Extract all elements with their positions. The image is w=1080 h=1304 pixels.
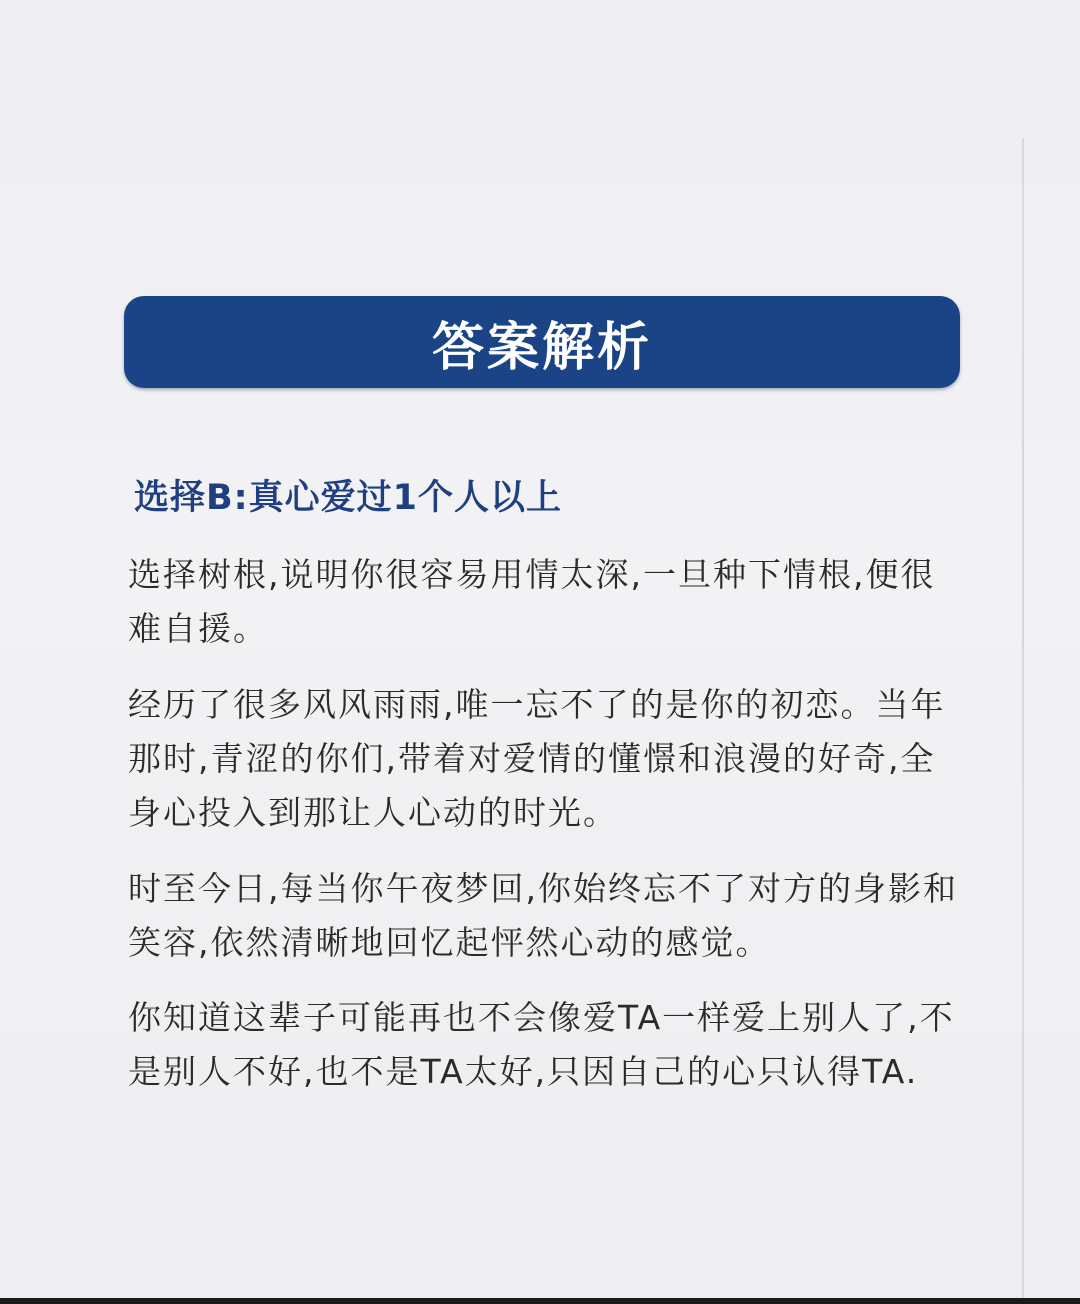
- paragraph-1: 选择树根,说明你很容易用情太深,一旦种下情根,便很难自援。: [128, 555, 936, 648]
- paragraph-4: 你知道这辈子可能再也不会像爱TA一样爱上别人了,不是别人不好,也不是TA太好,只因自己的心只认得TA.: [128, 998, 955, 1091]
- paragraph-2: 经历了很多风风雨雨,唯一忘不了的是你的初恋。当年那时,青涩的你们,带着对爱情的懂憬和浪漫的好奇,全身心投入到那让人心动的时光。: [128, 685, 946, 832]
- paragraph-3: 时至今日,每当你午夜梦回,你始终忘不了对方的身影和笑容,依然清晰地回忆起怦然心动的感觉。: [128, 869, 958, 962]
- header-title: 答案解析: [431, 317, 652, 378]
- bottom-edge: [0, 1298, 1080, 1304]
- right-divider: [1022, 138, 1024, 1304]
- header-banner: [124, 296, 960, 388]
- answer-heading: 选择B:真心爱过1个人以上: [134, 478, 563, 518]
